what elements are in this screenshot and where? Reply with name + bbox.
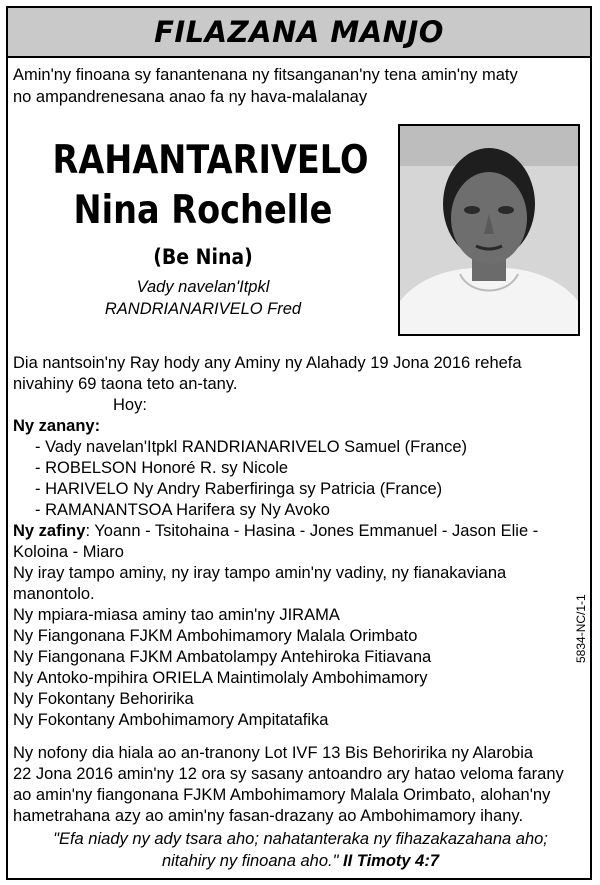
funeral-line: hametrahana azy ao amin'ny fasan-drazany ao Ambohimamory ihany. <box>13 807 524 825</box>
funeral-line: ao amin'ny fiangonana FJKM Ambohimamory Malala Orimbato, alohan'ny <box>13 786 551 804</box>
spouse-name: RANDRIANARIVELO Fred <box>104 300 302 318</box>
announcement-body <box>13 353 588 827</box>
death-line: nivahiny 69 taona teto an-tany. <box>13 375 238 393</box>
intro-paragraph <box>13 64 588 108</box>
association-item: Ny Fiangonana FJKM Ambatolampy Antehiroka Fitiavana <box>13 648 432 666</box>
portrait-illustration <box>400 126 578 334</box>
funeral-line: 22 Jona 2016 amin'ny 12 ora sy sasany antoandro ary hatao veloma farany <box>13 765 564 783</box>
association-item: Ny Antoko-mpihira ORIELA Maintimolaly Ambohimamory <box>13 669 428 687</box>
children-label: Ny zanany: <box>13 417 101 435</box>
quote-source: II Timoty 4:7 <box>343 852 440 870</box>
grandchildren-label: Ny zafiny <box>13 522 86 540</box>
section-gap <box>13 731 588 743</box>
association-item: Ny Fiangonana FJKM Ambohimamory Malala Orimbato <box>13 627 418 645</box>
grandchildren-names-cont: Koloina - Miaro <box>13 543 124 561</box>
funeral-line: Ny nofony dia hiala ao an-tranony Lot IVF 13 Bis Behoririka ny Alarobia <box>13 744 534 762</box>
death-line: Dia nantsoin'ny Ray hody any Aminy ny Alahady 19 Jona 2016 rehefa <box>13 354 522 372</box>
child-item: - HARIVELO Ny Andry Raberfiringa sy Patricia (France) <box>35 480 443 498</box>
intro-line: Amin'ny finoana sy fanantenana ny fitsanganan'ny tena amin'ny maty <box>13 66 518 84</box>
hoy-label: Hoy: <box>113 396 147 414</box>
quote-line: "Efa niady ny ady tsara aho; nahatanteraka ny fihazakazahana aho; <box>53 830 548 848</box>
child-item: - Vady navelan'Itpkl RANDRIANARIVELO Samuel (France) <box>35 438 467 456</box>
association-item: Ny Fokontany Ambohimamory Ampitatafika <box>13 711 329 729</box>
grandchildren-line <box>13 521 588 542</box>
family-line: manontolo. <box>13 585 95 603</box>
family-line: Ny iray tampo aminy, ny iray tampo amin'ny vadiny, ny fianakaviana <box>13 564 507 582</box>
announcement-frame <box>6 6 592 880</box>
deceased-surname: RAHANTARIVELO <box>52 138 369 183</box>
header-banner <box>8 8 590 58</box>
intro-line: no ampandrenesana anao fa ny hava-malalanay <box>13 88 368 106</box>
deceased-nickname: (Be Nina) <box>153 245 253 269</box>
deceased-name-block <box>28 136 378 320</box>
portrait-photo <box>398 124 580 336</box>
announcement-title: FILAZANA MANJO <box>154 15 444 49</box>
deceased-firstname: Nina Rochelle <box>73 188 333 233</box>
spouse-line: Vady navelan'Itpkl <box>136 278 270 296</box>
association-item: Ny Fokontany Behoririka <box>13 690 194 708</box>
association-item: Ny mpiara-miasa aminy tao amin'ny JIRAMA <box>13 606 340 624</box>
quote-text: nitahiry ny finoana aho." <box>161 852 339 870</box>
quote-line-2 <box>13 850 588 872</box>
child-item: - ROBELSON Honoré R. sy Nicole <box>35 459 289 477</box>
reference-code: 5834-NC/1-1 <box>574 594 588 663</box>
child-item: - RAMANANTSOA Harifera sy Ny Avoko <box>35 501 330 519</box>
grandchildren-names: : Yoann - Tsitohaina - Hasina - Jones Emmanuel - Jason Elie - <box>85 522 539 540</box>
bible-quote <box>13 828 588 872</box>
